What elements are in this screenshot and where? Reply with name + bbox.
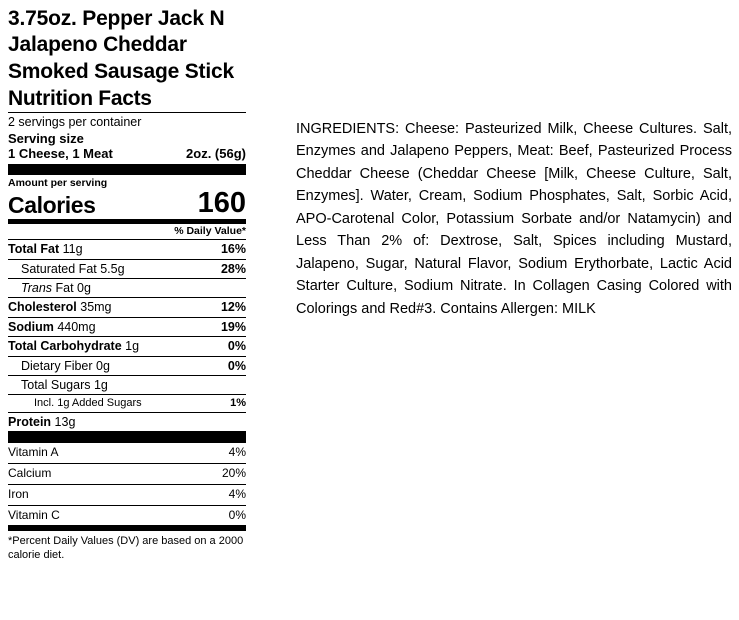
nutrient-name xyxy=(8,242,83,256)
nutrient-daily-value: 1% xyxy=(230,397,246,410)
vitamin-daily-value: 0% xyxy=(228,507,246,522)
nutrient-amount: 5.5g xyxy=(96,261,125,276)
nutrient-name xyxy=(21,281,91,295)
amount-per-serving-label: Amount per serving xyxy=(8,177,108,190)
nutrient-row xyxy=(8,240,246,258)
nutrient-row xyxy=(8,298,246,316)
serving-size-amount: 2oz. (56g) xyxy=(186,146,246,162)
nutrient-label: Saturated Fat xyxy=(21,261,97,276)
divider-thick-2 xyxy=(8,432,246,443)
nutrient-row xyxy=(8,413,246,431)
vitamin-row xyxy=(8,485,246,505)
serving-size-label: Serving size xyxy=(8,131,84,147)
nutrient-daily-value: 28% xyxy=(220,261,246,276)
nutrient-row xyxy=(8,337,246,355)
nutrient-name xyxy=(21,262,125,276)
divider-thick-1 xyxy=(8,164,246,175)
calories-value: 160 xyxy=(197,187,246,220)
nutrient-amount: 11g xyxy=(59,242,83,257)
nutrient-row xyxy=(8,376,246,394)
nutrient-row xyxy=(8,357,246,375)
daily-value-header: % Daily Value* xyxy=(174,225,246,238)
vitamin-name: Calcium xyxy=(8,466,52,481)
nutrient-name xyxy=(21,378,108,392)
nutrient-amount: 1g xyxy=(121,339,140,354)
nutrient-row xyxy=(8,318,246,336)
vitamin-name: Iron xyxy=(8,486,29,501)
serving-size-row xyxy=(8,147,246,164)
vitamin-rows xyxy=(8,443,246,526)
nutrient-amount: 13g xyxy=(51,414,76,429)
nutrient-label: Sodium xyxy=(8,319,54,334)
nutrient-label: Total Sugars xyxy=(21,377,91,392)
nutrient-daily-value: 19% xyxy=(220,319,246,334)
nutrient-label: Total Carbohydrate xyxy=(8,339,122,354)
vitamin-daily-value: 20% xyxy=(221,466,246,481)
serving-size-description: 1 Cheese, 1 Meat xyxy=(8,146,113,162)
vitamin-name: Vitamin A xyxy=(8,445,59,460)
nutrient-rows xyxy=(8,240,246,432)
nutrient-label: Dietary Fiber xyxy=(21,358,93,373)
nutrient-label: Protein xyxy=(8,414,52,429)
nutrient-amount: 35mg xyxy=(76,300,112,315)
vitamin-daily-value: 4% xyxy=(228,486,246,501)
nutrient-name xyxy=(8,339,139,353)
nutrient-row xyxy=(8,260,246,278)
nutrient-name xyxy=(34,397,142,410)
nutrient-daily-value: 16% xyxy=(220,242,246,257)
nutrition-facts-heading: Nutrition Facts xyxy=(8,86,152,110)
nutrient-label: Cholesterol xyxy=(8,300,77,315)
product-title: 3.75oz. Pepper Jack N Jalapeno Cheddar Smoked Sausage Stick xyxy=(8,7,234,83)
calories-row xyxy=(8,189,246,219)
nutrient-label: Total Fat xyxy=(8,242,60,257)
vitamin-row xyxy=(8,443,246,463)
ingredients-text: INGREDIENTS: Cheese: Pasteurized Milk, Cheese Cultures. Salt, Enzymes and Jalapeno Peppers, Meat: Beef, Pasteurized Process Cheddar Cheese (Cheddar Cheese [Milk, Cheese Culture, Salt, Enzymes]. Water, Cream, Sodium Phosphates, Salt, Sorbic Acid, APO-Carotenal Color, Potassium Sorbate and/or Natamycin) and Less Than 2% of: Dextrose, Salt, Spices including Mustard, Jalapeno, Sugar, Natural Flavor, Sodium Erythorbate, Lactic Acid Starter Culture, Sodium Nitrate. In Collagen Casing Colored with Colorings and Red#3. Contains Allergen: MILK xyxy=(296,121,732,317)
vitamin-row xyxy=(8,506,246,526)
nutrient-label: Trans xyxy=(21,281,53,296)
daily-value-footnote: *Percent Daily Values (DV) are based on a 2000 calorie diet. xyxy=(8,535,244,562)
nutrient-amount: Fat 0g xyxy=(52,281,91,296)
nutrient-row xyxy=(8,279,246,297)
nutrient-name xyxy=(8,415,75,429)
vitamin-row xyxy=(8,464,246,484)
vitamin-name: Vitamin C xyxy=(8,507,60,522)
calories-label: Calories xyxy=(8,191,96,218)
nutrient-name xyxy=(8,300,112,314)
left-column xyxy=(8,6,252,563)
nutrient-amount: 1g xyxy=(90,377,108,392)
nutrient-amount: 0g xyxy=(92,358,110,373)
nutrient-name xyxy=(21,359,110,373)
nutrient-daily-value: 0% xyxy=(227,358,246,373)
nutrient-row xyxy=(8,395,246,412)
servings-per-container: 2 servings per container xyxy=(8,114,142,129)
vitamin-daily-value: 4% xyxy=(228,445,246,460)
nutrient-label: Incl. 1g Added Sugars xyxy=(34,397,142,410)
nutrient-daily-value: 12% xyxy=(220,300,246,315)
nutrition-facts-panel xyxy=(8,87,246,563)
nutrient-amount: 440mg xyxy=(53,319,96,334)
nutrient-daily-value: 0% xyxy=(227,339,246,354)
nutrient-name xyxy=(8,320,96,334)
